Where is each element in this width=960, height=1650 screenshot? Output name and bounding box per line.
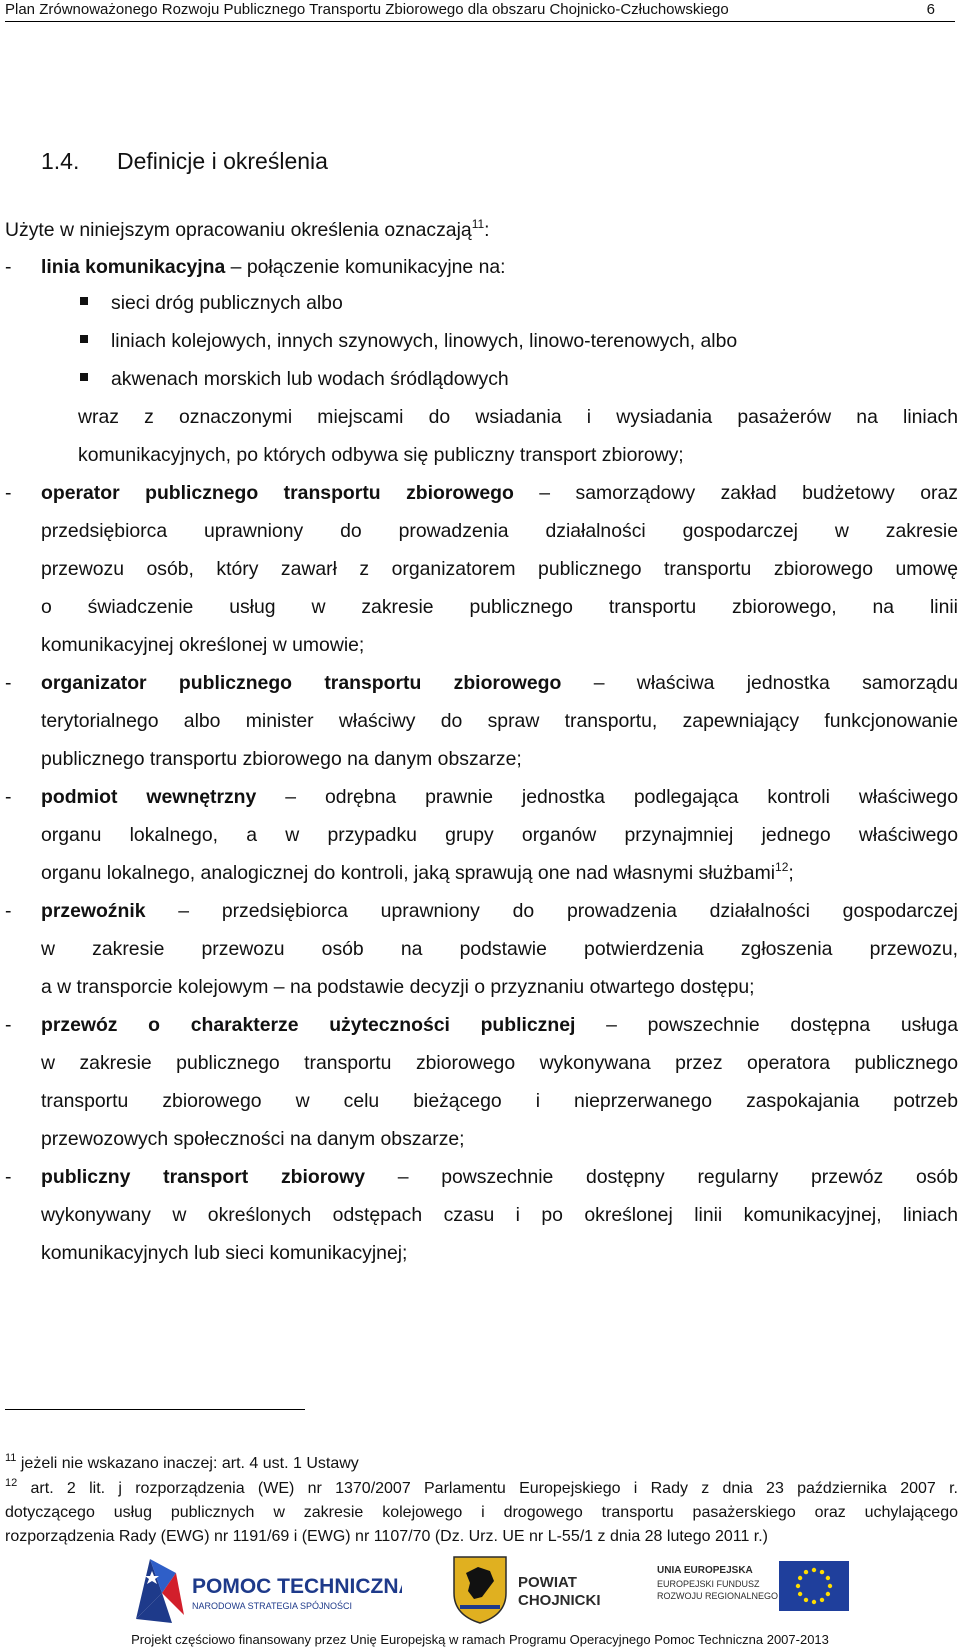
term-operator: operator publicznego transportu zbiorowego (41, 482, 514, 504)
definition-operator-line: komunikacyjnej określonej w umowie; (41, 634, 365, 656)
bullet-item: sieci dróg publicznych albo (111, 292, 343, 314)
svg-text:CHOJNICKI: CHOJNICKI (518, 1592, 601, 1609)
list-dash: - (5, 482, 12, 504)
definition-linia-line: wraz z oznaczonymi miejscami do wsiadania i wysiadania pasażerów na liniach (78, 406, 958, 428)
footnote-text: art. 2 lit. j rozporządzenia (WE) nr 1370/2007 Parlamentu Europejskiego i Rady z dnia 23 października 2007 r. (30, 1480, 958, 1497)
footnote-text: dotyczącego usług publicznych w zakresie kolejowego i drogowego transportu pasażerskiego oraz uchylającego (5, 1504, 958, 1521)
bullet-item: akwenach morskich lub wodach śródlądowych (111, 368, 509, 390)
pomoc-techniczna-logo (132, 1553, 402, 1625)
svg-text:EUROPEJSKI FUNDUSZ: EUROPEJSKI FUNDUSZ (657, 1579, 760, 1589)
intro-suffix: : (484, 219, 490, 241)
list-dash: - (5, 1014, 12, 1036)
definition-operator-line: – samorządowy zakład budżetowy oraz (513, 482, 958, 504)
page-number: 6 (926, 1, 935, 18)
definition-przewoz (41, 1013, 958, 1037)
list-dash: - (5, 672, 12, 694)
footnote-ref-11: 11 (471, 217, 485, 231)
coat-of-arms-icon (448, 1553, 648, 1625)
term-linia: linia komunikacyjna (41, 256, 226, 278)
footnote-12 (5, 1479, 958, 1499)
section-title: Definicje i określenia (117, 148, 328, 174)
section-number: 1.4. (41, 148, 80, 174)
footnote-ref-12: 12 (775, 860, 789, 874)
definition-operator (41, 481, 958, 505)
definition-operator-line: o świadczenie usług w zakresie publicznego transportu zbiorowego, na linii (41, 596, 958, 618)
eu-star-icon (804, 1570, 808, 1574)
pomoc-techniczna-emblem-icon (132, 1553, 402, 1625)
svg-text:POWIAT: POWIAT (518, 1574, 577, 1591)
footnote-separator (5, 1409, 305, 1410)
definition-podmiot-line: organu lokalnego, analogicznej do kontroli, jaką sprawują one nad własnymi służbami (41, 862, 776, 884)
eu-star-icon (826, 1576, 830, 1580)
list-dash: - (5, 786, 12, 808)
footnote-number: 12 (5, 1477, 18, 1489)
intro-line (5, 218, 490, 242)
definition-podmiot-line: organu lokalnego, a w przypadku grupy organów przynajmniej jednego właściwego (41, 824, 958, 846)
definition-podmiot-last (41, 861, 794, 885)
definition-przewoznik (41, 899, 958, 923)
funding-footer: Projekt częściowo finansowany przez Unię Europejską w ramach Programu Operacyjnego Pomoc Techniczna 2007-2013 (131, 1632, 829, 1647)
definition-ptz-line: komunikacyjnych lub sieci komunikacyjnej; (41, 1242, 408, 1264)
definition-organizator-line: terytorialnego albo minister właściwy do spraw transportu, zapewniający funkcjonowanie (41, 710, 958, 732)
term-przewoznik: przewoźnik (41, 900, 146, 922)
svg-text:UNIA EUROPEJSKA: UNIA EUROPEJSKA (657, 1565, 753, 1576)
intro-text: Użyte w niniejszym opracowaniu określenia oznaczają (5, 219, 472, 241)
eu-flag-icon (657, 1557, 852, 1621)
definition-podmiot (41, 785, 958, 809)
eu-star-icon (796, 1584, 800, 1588)
definition-linia-lead: – połączenie komunikacyjne na: (225, 256, 506, 278)
eu-star-icon (798, 1592, 802, 1596)
list-dash: - (5, 900, 12, 922)
definition-przewoz-line: transportu zbiorowego w celu bieżącego i nieprzerwanego zaspokajania potrzeb (41, 1090, 958, 1112)
definition-organizator-line: publicznego transportu zbiorowego na danym obszarze; (41, 748, 522, 770)
definition-przewoznik-line: a w transporcie kolejowym – na podstawie decyzji o przyznaniu otwartego dostępu; (41, 976, 755, 998)
definition-podmiot-suffix: ; (788, 862, 794, 884)
footnote-text: rozporządzenia Rady (EWG) nr 1191/69 i (EWG) nr 1107/70 (Dz. Urz. UE nr L-55/1 z dnia 28 lutego 2011 r.) (5, 1528, 769, 1545)
definition-organizator-line: – właściwa jednostka samorządu (561, 672, 958, 694)
eu-star-icon (812, 1600, 816, 1604)
definition-przewoz-line: – powszechnie dostępna usługa (575, 1014, 958, 1036)
definition-operator-line: przewozu osób, który zawarł z organizatorem publicznego transportu zbiorowego umowę (41, 558, 958, 580)
term-ptz: publiczny transport zbiorowy (41, 1166, 365, 1188)
svg-text:NARODOWA STRATEGIA SPÓJNOŚCI: NARODOWA STRATEGIA SPÓJNOŚCI (192, 1601, 353, 1611)
definition-linia-line: komunikacyjnych, po których odbywa się publiczny transport zbiorowy; (78, 444, 684, 466)
term-przewoz: przewóz o charakterze użyteczności publicznej (41, 1014, 576, 1036)
bullet-marker (80, 335, 88, 343)
footnote-11 (5, 1454, 359, 1474)
header-title: Plan Zrównoważonego Rozwoju Publicznego Transportu Zbiorowego dla obszaru Chojnicko-Człuchowskiego (5, 1, 729, 18)
footnote-text: jeżeli nie wskazano inaczej: art. 4 ust. 1 Ustawy (20, 1455, 359, 1472)
definition-przewoznik-line: – przedsiębiorca uprawniony do prowadzenia działalności gospodarczej (145, 900, 958, 922)
definition-linia (41, 255, 506, 279)
bullet-item: liniach kolejowych, innych szynowych, linowych, linowo-terenowych, albo (111, 330, 738, 352)
eu-star-icon (828, 1584, 832, 1588)
eu-star-icon (826, 1592, 830, 1596)
term-organizator: organizator publicznego transportu zbiorowego (41, 672, 562, 694)
eu-star-icon (820, 1598, 824, 1602)
list-dash: - (5, 256, 12, 278)
term-podmiot: podmiot wewnętrzny (41, 786, 257, 808)
definition-ptz-line: – powszechnie dostępny regularny przewóz osób (365, 1166, 958, 1188)
eu-star-icon (812, 1568, 816, 1572)
powiat-chojnicki-logo (448, 1553, 648, 1625)
bullet-marker (80, 297, 88, 305)
definition-organizator (41, 671, 958, 695)
definition-operator-line: przedsiębiorca uprawniony do prowadzenia działalności gospodarczej w zakresie (41, 520, 958, 542)
definition-przewoz-line: przewozowych społeczności na danym obszarze; (41, 1128, 465, 1150)
svg-text:ROZWOJU REGIONALNEGO: ROZWOJU REGIONALNEGO (657, 1591, 779, 1601)
svg-text:POMOC TECHNICZNA: POMOC TECHNICZNA (192, 1575, 402, 1598)
footnote-number: 11 (5, 1452, 17, 1464)
definition-ptz (41, 1165, 958, 1189)
definition-przewoz-line: w zakresie publicznego transportu zbiorowego wykonywana przez operatora publicznego (41, 1052, 958, 1074)
eu-logo (657, 1557, 852, 1621)
eu-star-icon (820, 1570, 824, 1574)
eu-star-icon (798, 1576, 802, 1580)
definition-przewoznik-line: w zakresie przewozu osób na podstawie potwierdzenia zgłoszenia przewozu, (41, 938, 958, 960)
eu-star-icon (804, 1598, 808, 1602)
bullet-marker (80, 373, 88, 381)
running-header (5, 0, 955, 22)
definition-podmiot-line: – odrębna prawnie jednostka podlegająca kontroli właściwego (256, 786, 958, 808)
definition-ptz-line: wykonywany w określonych odstępach czasu i po określonej linii komunikacyjnej, liniach (41, 1204, 958, 1226)
list-dash: - (5, 1166, 12, 1188)
